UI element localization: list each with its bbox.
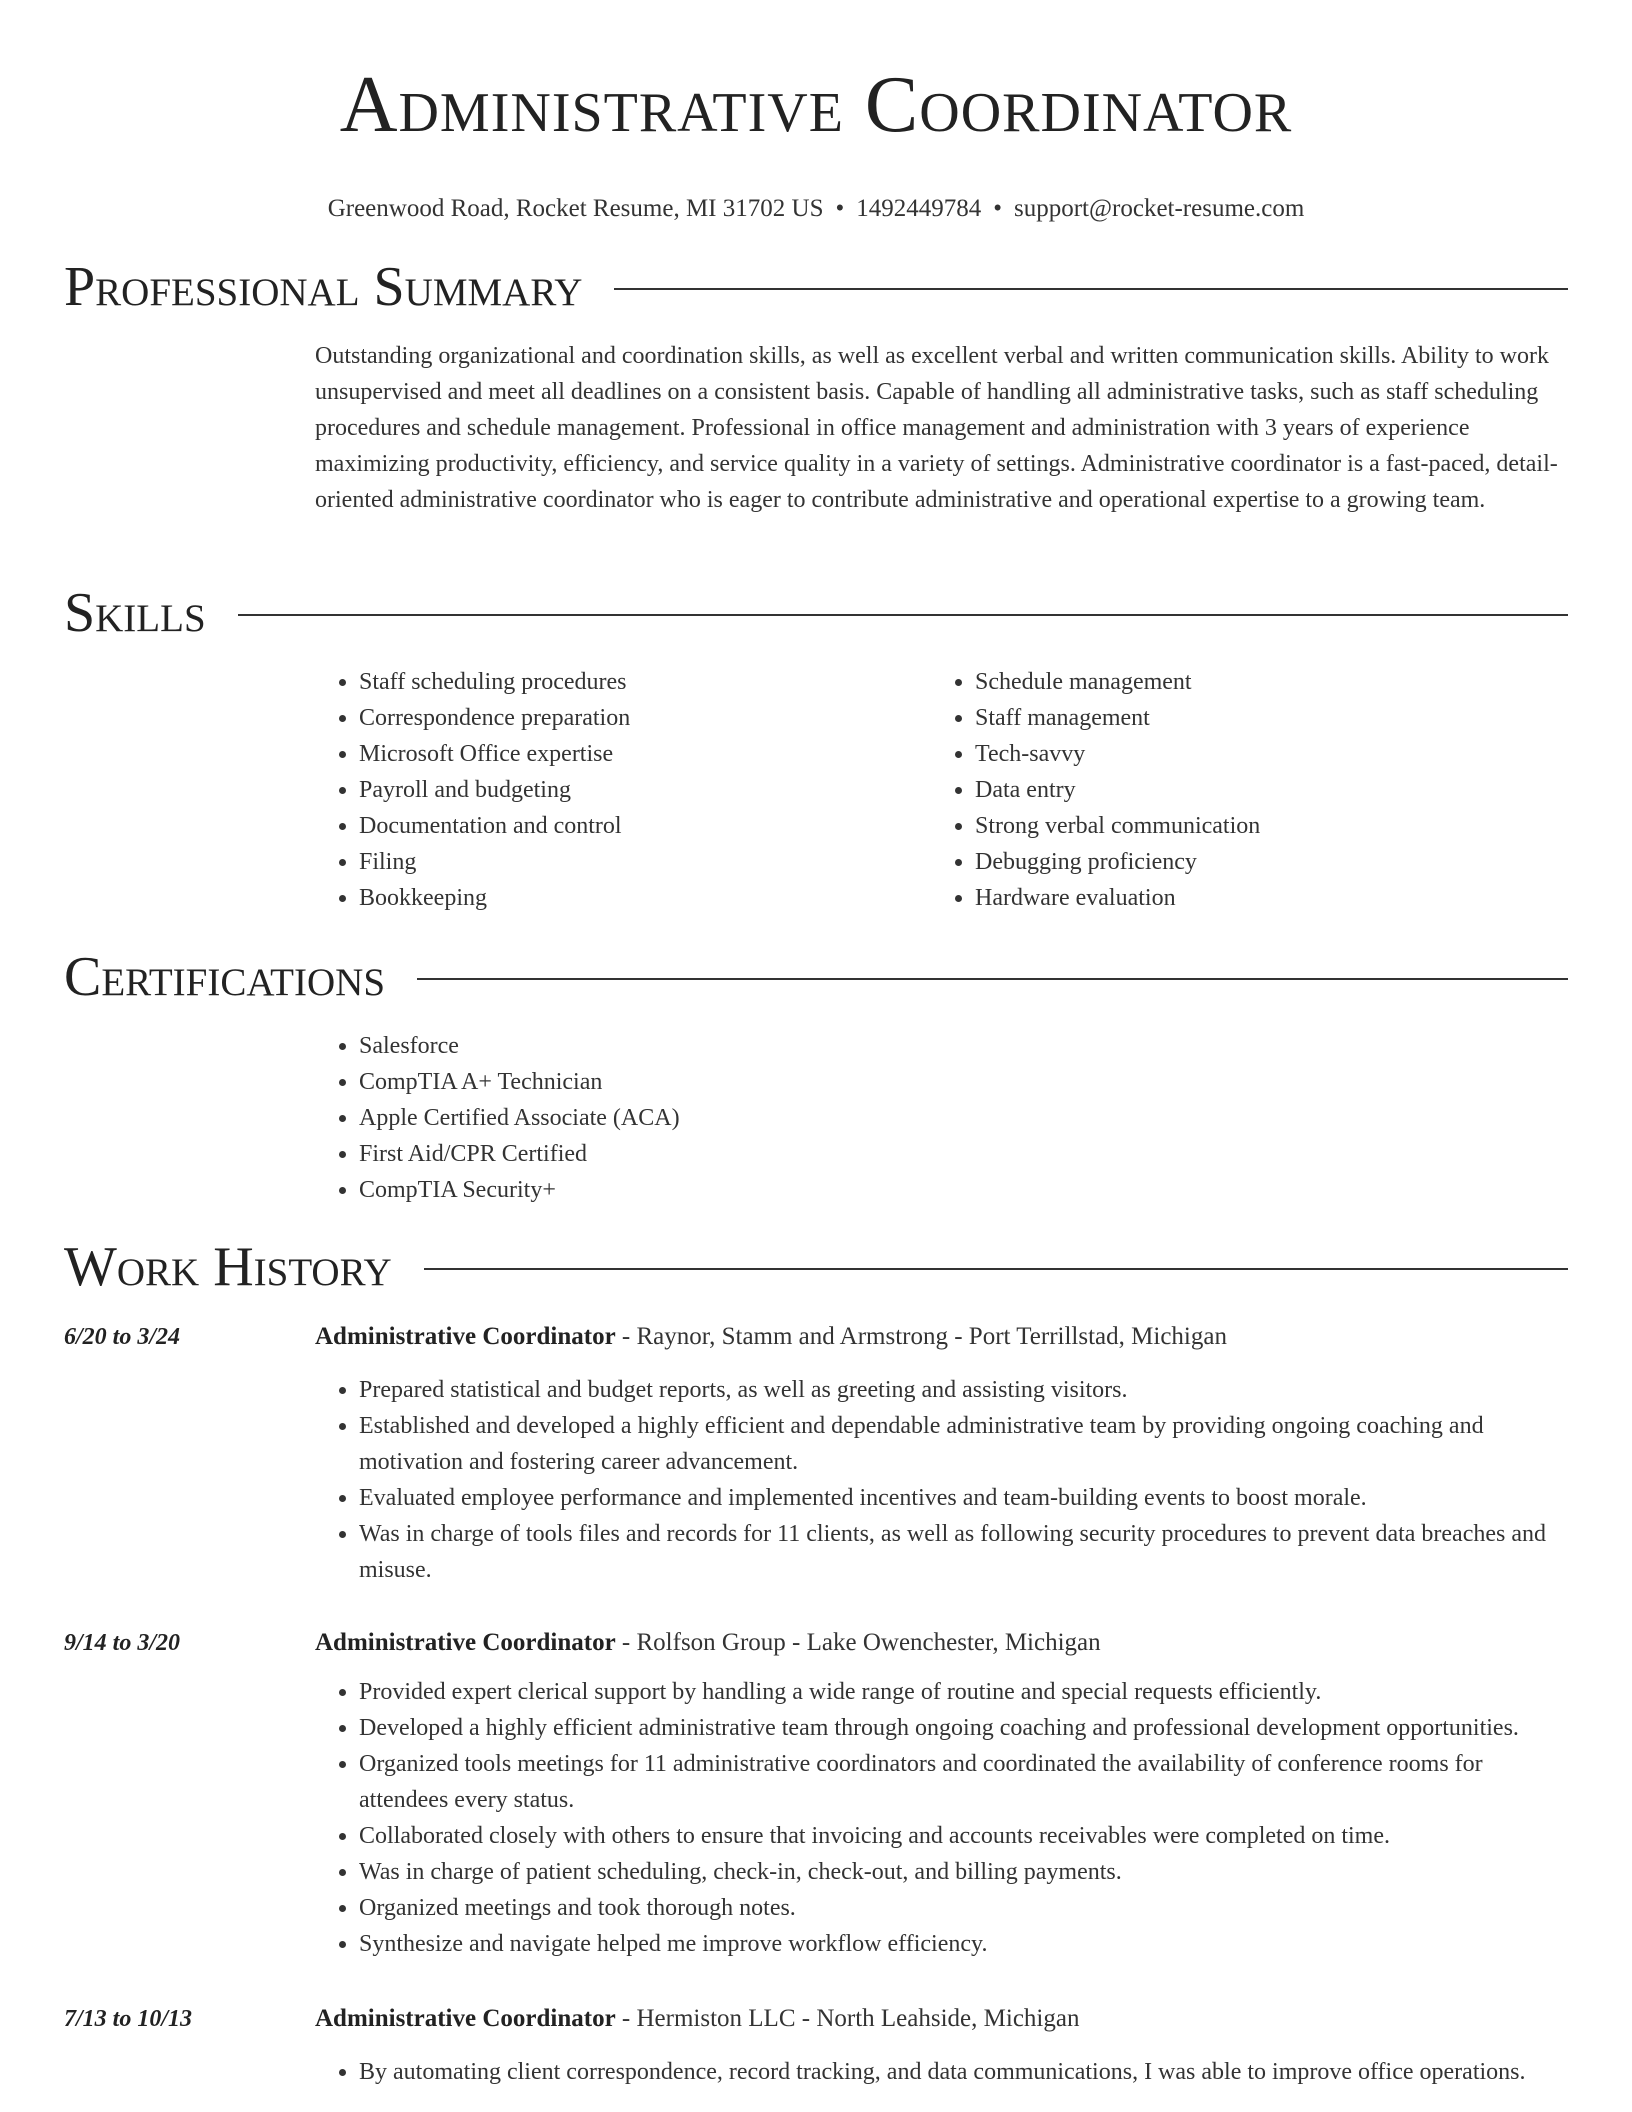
job-dates: 6/20 to 3/24 xyxy=(64,1324,181,1350)
contact-separator: • xyxy=(993,195,1002,222)
certification-item: • CompTIA Security+ xyxy=(359,1172,1215,1208)
duty-item: • Was in charge of tools files and records for 11 clients, as well as following security procedures to prevent data breaches and misuse. xyxy=(359,1516,1568,1588)
section-header-summary xyxy=(64,255,1568,319)
job-duties xyxy=(315,2054,1568,2090)
certification-item: • Apple Certified Associate (ACA) xyxy=(359,1100,1215,1136)
section-divider xyxy=(417,978,1568,980)
certification-item: • Salesforce xyxy=(359,1028,1215,1064)
job-employer: - Raynor, Stamm and Armstrong - Port Terrillstad, Michigan xyxy=(615,1323,1227,1350)
duty-item: • Organized tools meetings for 11 administrative coordinators and coordinated the availability of conference rooms for attendees every status. xyxy=(359,1746,1568,1818)
section-divider xyxy=(424,1268,1568,1270)
job-dates: 9/14 to 3/20 xyxy=(64,1630,181,1656)
skill-item: • Microsoft Office expertise xyxy=(359,736,915,772)
skill-item: • Strong verbal communication xyxy=(975,808,1531,844)
skill-item: • Data entry xyxy=(975,772,1531,808)
skill-item: • Debugging proficiency xyxy=(975,844,1531,880)
section-title-skills: Skills xyxy=(64,582,206,644)
section-header-skills xyxy=(64,581,1568,645)
resume-name: Administrative Coordinator xyxy=(339,61,1293,149)
duty-item: • Established and developed a highly efficient and dependable administrative team by providing ongoing coaching and motivation and fostering career advancement. xyxy=(359,1408,1568,1480)
job-title: Administrative Coordinator xyxy=(315,1629,616,1656)
contact-phone: 1492449784 xyxy=(856,195,982,222)
section-title-work-history: Work History xyxy=(64,1236,392,1298)
duty-item: • Prepared statistical and budget reports, as well as greeting and assisting visitors. xyxy=(359,1372,1568,1408)
skill-item: • Hardware evaluation xyxy=(975,880,1531,916)
job-title-line xyxy=(315,1320,1568,1354)
duty-item: • Organized meetings and took thorough notes. xyxy=(359,1890,1568,1926)
job-title-line xyxy=(315,1626,1568,1660)
skills-column-left xyxy=(315,664,915,916)
duty-item: • Was in charge of patient scheduling, check-in, check-out, and billing payments. xyxy=(359,1854,1568,1890)
skill-item: • Tech-savvy xyxy=(975,736,1531,772)
section-header-work-history xyxy=(64,1235,1568,1299)
section-divider xyxy=(614,288,1568,290)
job-title: Administrative Coordinator xyxy=(315,2005,616,2032)
skills-column-right xyxy=(931,664,1531,916)
duty-item: • Synthesize and navigate helped me improve workflow efficiency. xyxy=(359,1926,1568,1962)
skill-item: • Staff management xyxy=(975,700,1531,736)
job-dates: 7/13 to 10/13 xyxy=(64,2006,193,2032)
contact-line xyxy=(0,192,1632,226)
job-duties xyxy=(315,1372,1568,1588)
certification-item: • First Aid/CPR Certified xyxy=(359,1136,1215,1172)
section-title-summary: Professional Summary xyxy=(64,256,583,318)
job-title-line xyxy=(315,2002,1568,2036)
duty-item: • By automating client correspondence, record tracking, and data communications, I was able to improve office operations. xyxy=(359,2054,1568,2090)
skill-item: • Bookkeeping xyxy=(359,880,915,916)
skill-item: • Documentation and control xyxy=(359,808,915,844)
section-header-certifications xyxy=(64,945,1568,1009)
duty-item: • Evaluated employee performance and implemented incentives and team-building events to boost morale. xyxy=(359,1480,1568,1516)
skill-item: • Staff scheduling procedures xyxy=(359,664,915,700)
job-title: Administrative Coordinator xyxy=(315,1323,616,1350)
certifications-list xyxy=(315,1028,1215,1208)
summary-text: Outstanding organizational and coordination skills, as well as excellent verbal and written communication skills. Ability to work unsupervised and meet all deadlines on a consistent basis. Capable of handling all administrative tasks, such as staff scheduling procedures and schedule management. Professional in office management and administration with 3 years of experience maximizing productivity, efficiency, and service quality in a variety of settings. Administrative coordinator is a fast-paced, detail-oriented administrative coordinator who is eager to contribute administrative and operational expertise to a growing team. xyxy=(315,343,1558,513)
job-employer: - Rolfson Group - Lake Owenchester, Michigan xyxy=(615,1629,1101,1656)
contact-email: support@rocket-resume.com xyxy=(1014,195,1305,222)
job-employer: - Hermiston LLC - North Leahside, Michigan xyxy=(615,2005,1080,2032)
duty-item: • Developed a highly efficient administrative team through ongoing coaching and professional development opportunities. xyxy=(359,1710,1568,1746)
skill-item: • Correspondence preparation xyxy=(359,700,915,736)
skill-item: • Payroll and budgeting xyxy=(359,772,915,808)
duty-item: • Provided expert clerical support by handling a wide range of routine and special requests efficiently. xyxy=(359,1674,1568,1710)
contact-address: Greenwood Road, Rocket Resume, MI 31702 US xyxy=(327,195,824,222)
contact-separator: • xyxy=(835,195,845,222)
certification-item: • CompTIA A+ Technician xyxy=(359,1064,1215,1100)
job-duties xyxy=(315,1674,1568,1962)
section-title-certifications: Certifications xyxy=(64,946,386,1008)
section-divider xyxy=(238,614,1568,616)
duty-item: • Collaborated closely with others to ensure that invoicing and accounts receivables were completed on time. xyxy=(359,1818,1568,1854)
skill-item: • Schedule management xyxy=(975,664,1531,700)
skill-item: • Filing xyxy=(359,844,915,880)
